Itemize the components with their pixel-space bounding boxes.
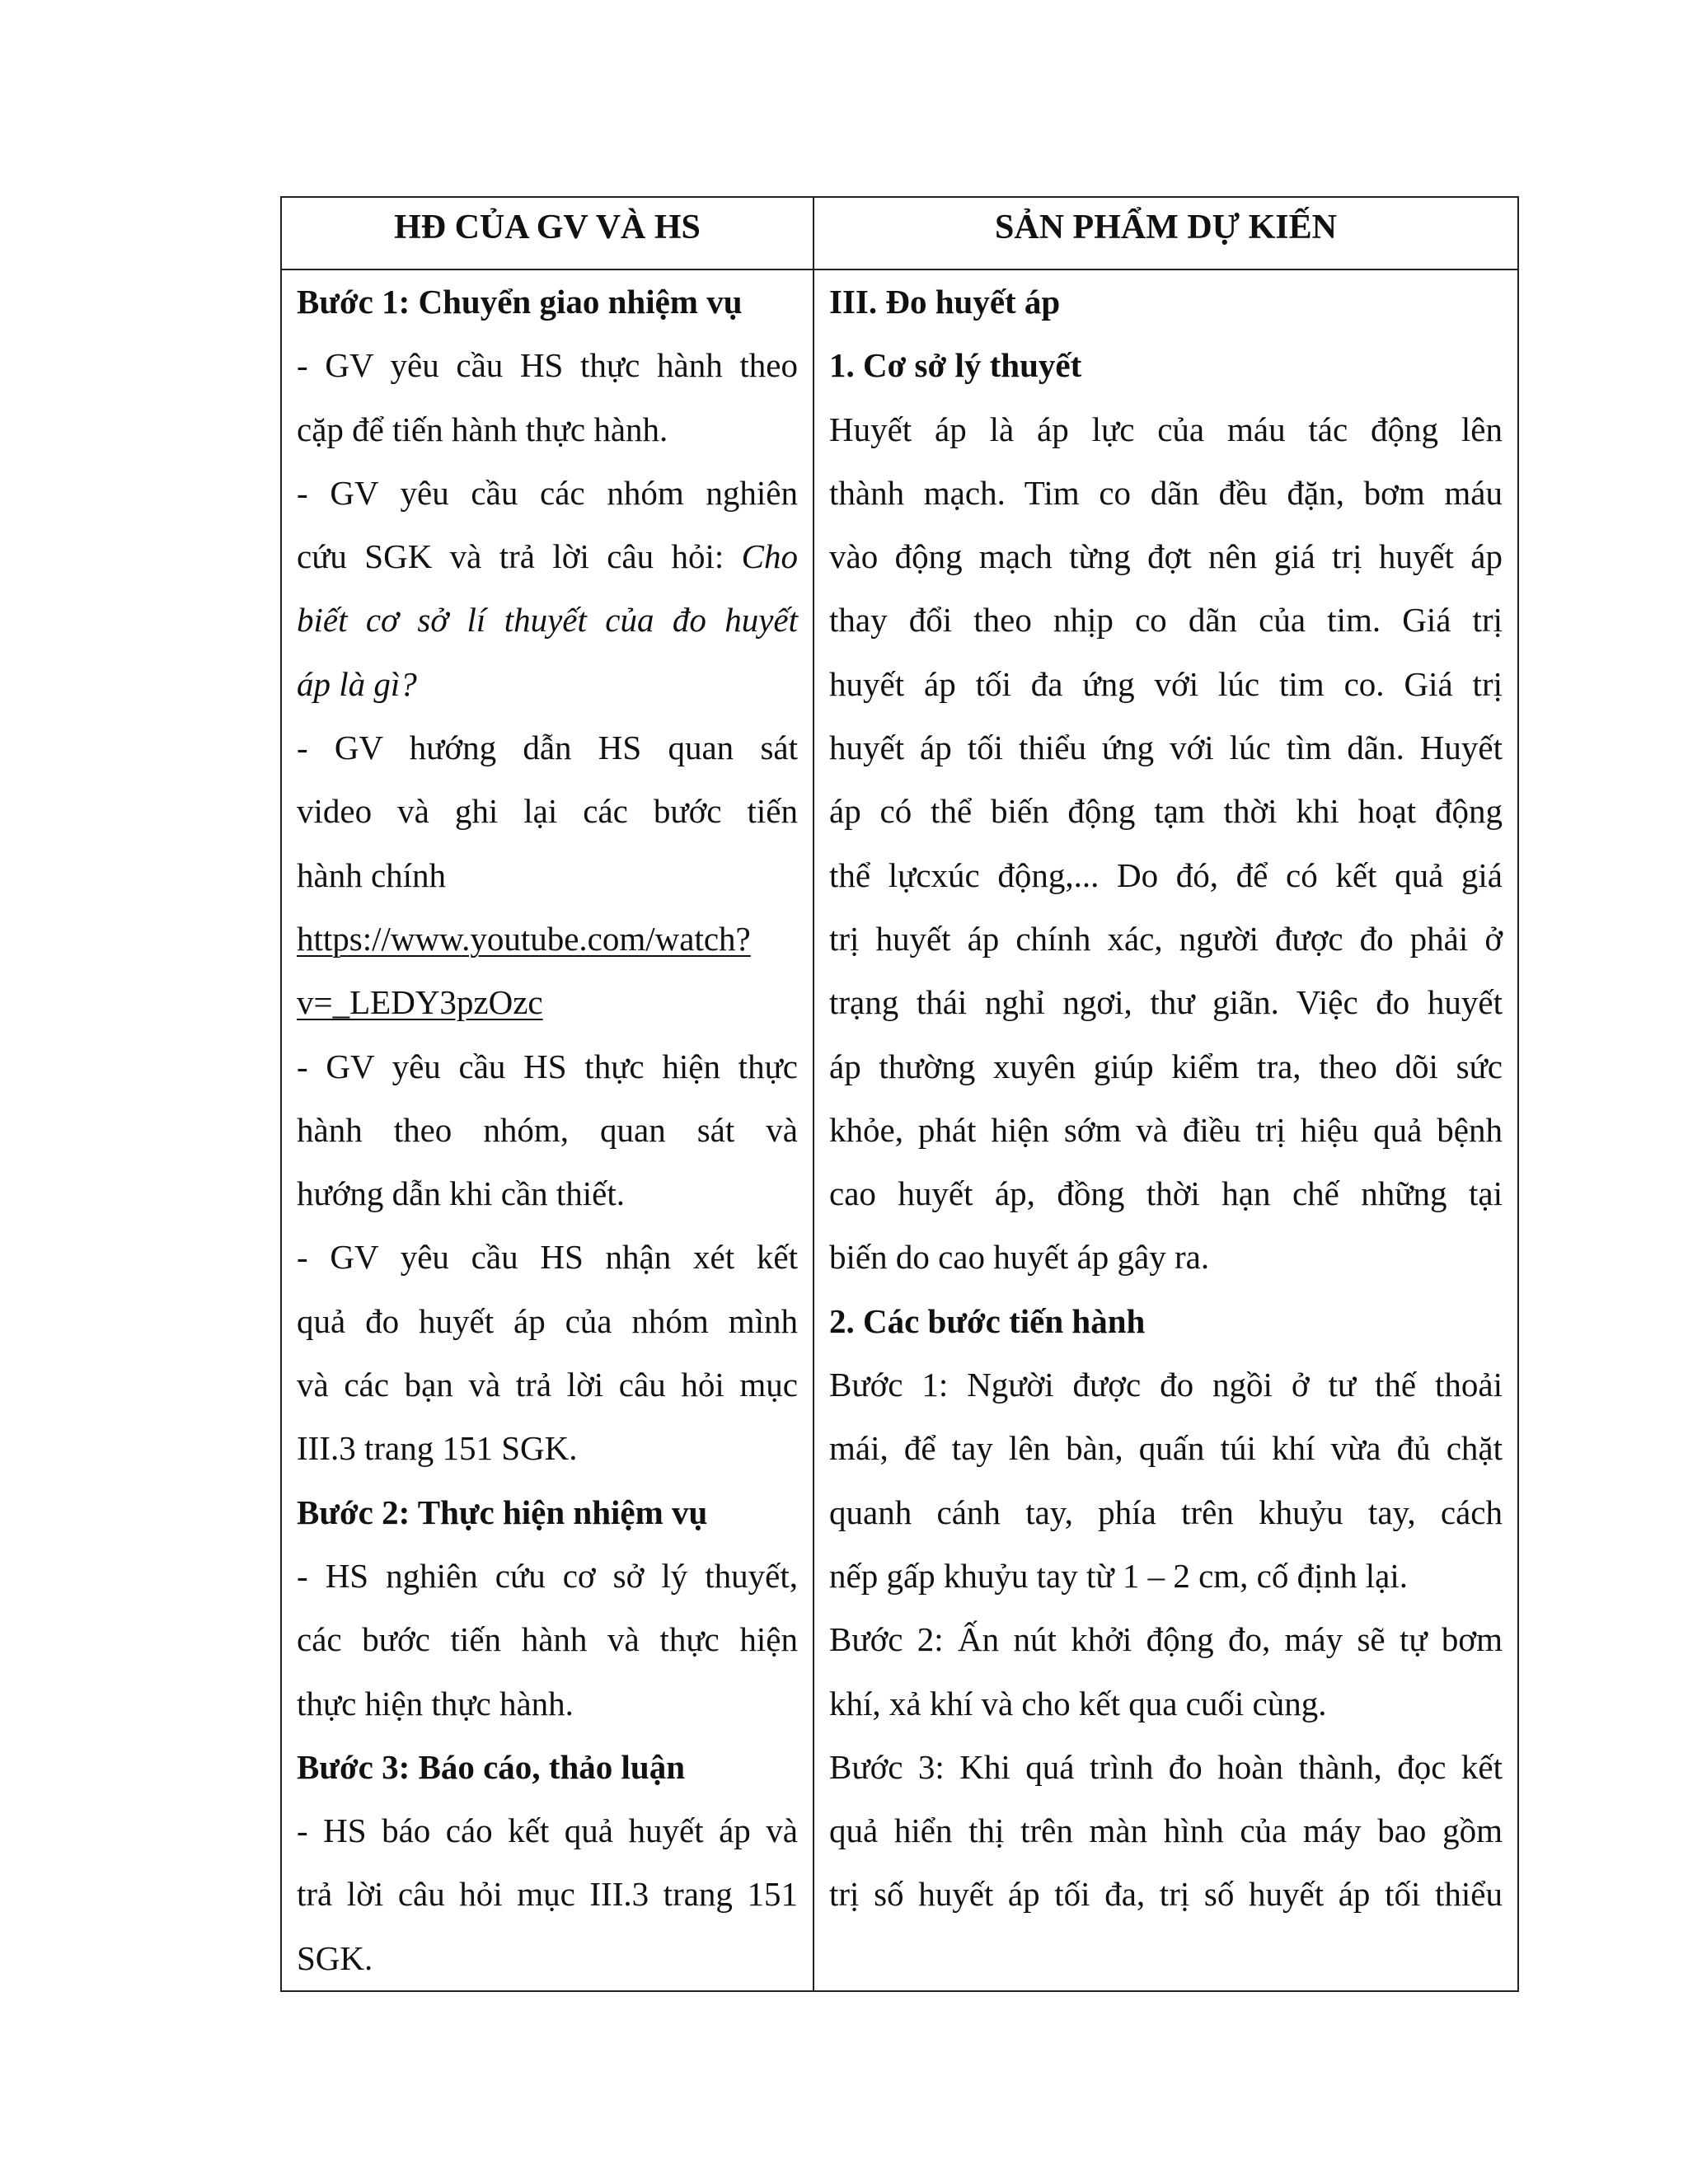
left-column-activities	[281, 269, 814, 1991]
theory-line: thể lựcxúc động,... Do đó, để có kết quả giá	[829, 855, 1503, 894]
question-text: Cho	[741, 537, 798, 576]
activity-line: hành theo nhóm, quan sát và	[297, 1110, 798, 1149]
step-line: quả hiển thị trên màn hình của máy bao gồm	[829, 1811, 1503, 1850]
activity-line: - GV yêu cầu HS nhận xét kết	[297, 1238, 798, 1277]
activity-line: - GV hướng dẫn HS quan sát	[297, 729, 798, 767]
right-column-products	[814, 269, 1518, 1991]
theory-line: thay đổi theo nhịp co dãn của tim. Giá trị	[829, 601, 1503, 640]
header-expected-products: SẢN PHẨM DỰ KIẾN	[814, 197, 1518, 269]
activity-line: - GV yêu cầu HS thực hành theo	[297, 346, 798, 385]
activity-line: III.3 trang 151 SGK.	[297, 1429, 578, 1468]
question-text: áp là gì?	[297, 664, 417, 703]
header-teacher-student-activities: HĐ CỦA GV VÀ HS	[281, 197, 814, 269]
step-line: trị số huyết áp tối đa, trị số huyết áp tối thiểu	[829, 1875, 1503, 1914]
theory-line: cao huyết áp, đồng thời hạn chế những tại	[829, 1174, 1503, 1213]
step2-title: Bước 2: Thực hiện nhiệm vụ	[297, 1493, 708, 1531]
step-line: mái, để tay lên bàn, quấn túi khí vừa đủ chặt	[829, 1429, 1503, 1468]
activity-line: các bước tiến hành và thực hiện	[297, 1620, 798, 1659]
step-line: Bước 3: Khi quá trình đo hoàn thành, đọc kết	[829, 1747, 1503, 1786]
activity-line: thực hiện thực hành.	[297, 1684, 574, 1722]
activity-line: và các bạn và trả lời câu hỏi mục	[297, 1366, 798, 1404]
theory-line: Huyết áp là áp lực của máu tác động lên	[829, 410, 1503, 448]
activity-line: hướng dẫn khi cần thiết.	[297, 1174, 626, 1213]
video-link-text[interactable]: v=_LEDY3pzOzc	[297, 983, 543, 1022]
theory-line: biến do cao huyết áp gây ra.	[829, 1238, 1210, 1277]
activity-line	[297, 525, 798, 588]
step3-title: Bước 3: Báo cáo, thảo luận	[297, 1747, 685, 1786]
theory-line: huyết áp tối thiểu ứng với lúc tìm dãn. Huyết	[829, 729, 1503, 767]
activity-line: - GV yêu cầu các nhóm nghiên	[297, 473, 798, 512]
theory-line: trị huyết áp chính xác, người được đo phải ở	[829, 919, 1503, 958]
activity-line: - HS nghiên cứu cơ sở lý thuyết,	[297, 1556, 798, 1595]
activity-text: cứu SGK và trả lời câu hỏi:	[297, 537, 742, 576]
question-text: biết cơ sở lí thuyết của đo huyết	[297, 601, 798, 640]
theory-line: huyết áp tối đa ứng với lúc tim co. Giá trị	[829, 664, 1503, 703]
activity-line: cặp để tiến hành thực hành.	[297, 410, 668, 448]
activity-line: - GV yêu cầu HS thực hiện thực	[297, 1047, 798, 1085]
step1-title: Bước 1: Chuyển giao nhiệm vụ	[297, 283, 743, 321]
theory-line: trạng thái nghỉ ngơi, thư giãn. Việc đo huyết	[829, 983, 1503, 1022]
step-line: nếp gấp khuỷu tay từ 1 – 2 cm, cố định lại.	[829, 1556, 1409, 1595]
lesson-plan-table	[280, 196, 1519, 1992]
video-link[interactable]	[297, 971, 798, 1034]
section-title: III. Đo huyết áp	[829, 283, 1061, 321]
activity-line: video và ghi lại các bước tiến	[297, 792, 798, 831]
table-body-row	[281, 269, 1518, 1991]
step-line: quanh cánh tay, phía trên khuỷu tay, cách	[829, 1493, 1503, 1531]
activity-line: SGK.	[297, 1938, 373, 1977]
video-link-text[interactable]: https://www.youtube.com/watch?	[297, 919, 751, 958]
activity-line: hành chính	[297, 855, 447, 894]
theory-line: áp thường xuyên giúp kiểm tra, theo dõi sức	[829, 1047, 1503, 1085]
subsection-title-steps: 2. Các bước tiến hành	[829, 1301, 1146, 1340]
step-line: Bước 1: Người được đo ngồi ở tư thế thoải	[829, 1366, 1503, 1404]
activity-line: quả đo huyết áp của nhóm mình	[297, 1301, 798, 1340]
subsection-title-theory: 1. Cơ sở lý thuyết	[829, 346, 1082, 385]
theory-line: thành mạch. Tim co dãn đều đặn, bơm máu	[829, 473, 1503, 512]
table-header-row	[281, 197, 1518, 269]
theory-line: áp có thể biến động tạm thời khi hoạt động	[829, 792, 1503, 831]
theory-line: vào động mạch từng đợt nên giá trị huyết áp	[829, 537, 1503, 576]
step-line: khí, xả khí và cho kết qua cuối cùng.	[829, 1684, 1327, 1722]
theory-line: khỏe, phát hiện sớm và điều trị hiệu quả bệnh	[829, 1110, 1503, 1149]
activity-line: - HS báo cáo kết quả huyết áp và	[297, 1811, 798, 1850]
step-line: Bước 2: Ấn nút khởi động đo, máy sẽ tự bơm	[829, 1620, 1503, 1659]
activity-line: trả lời câu hỏi mục III.3 trang 151	[297, 1875, 798, 1914]
video-link[interactable]	[297, 907, 798, 971]
